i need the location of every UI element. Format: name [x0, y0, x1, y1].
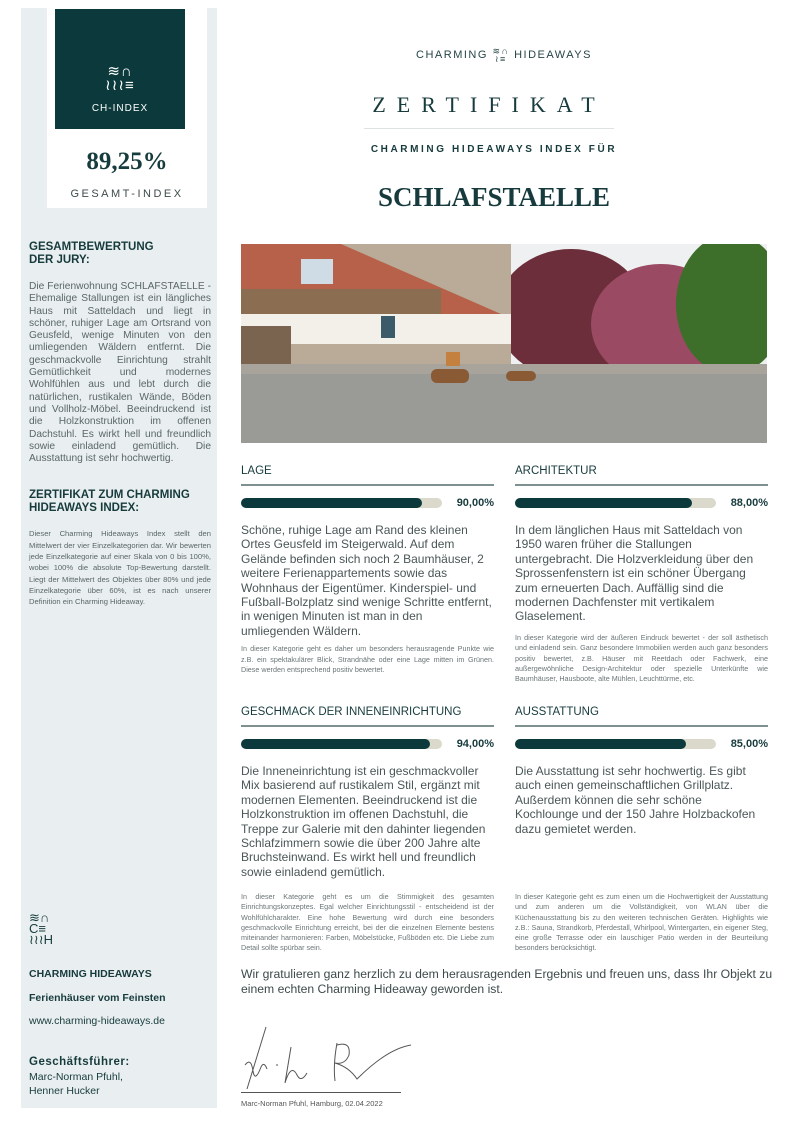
- company-name: CHARMING HIDEAWAYS: [29, 968, 152, 980]
- divider: [515, 725, 768, 727]
- category-text: In dem länglichen Haus mit Satteldach von 1950 waren früher die Stallungen untergebracht. Die Holzverkleidung über den Sprossenfenstern ist ein schöner Übergang zum erneuerten Dach. Auffällig sind die modernen Dachfenster mit vertikalem Glaselement.: [515, 523, 754, 624]
- score-bar: [515, 739, 716, 749]
- category-score: 85,00%: [730, 738, 768, 750]
- category-text: Die Ausstattung ist sehr hochwertig. Es gibt auch einen gemeinschaftlichen Grillplatz. Außerdem können die sehr schöne Kochlounge und der 150 Jahre Holzbackofen dazu gemietet werden.: [515, 764, 756, 836]
- total-score: 89,25%: [86, 148, 168, 175]
- brand-left: CHARMING: [416, 48, 488, 61]
- category-architektur: [515, 465, 768, 684]
- category-title: LAGE: [241, 465, 272, 477]
- index-text: Dieser Charming Hideaways Index stellt den Mittelwert der vier Einzelkategorien dar. Wir bewerten jede Einzelkategorie auf einer Skala von 0 bis 100%, wobei 100% die absolute Top-Bewertung darstellt. Liegt der Mittelwert des Objektes über 80% und jede Einzelkategorie über 60%, ist es nach unserer Definition ein Charming Hideaway.: [29, 529, 211, 607]
- brand-right: HIDEAWAYS: [514, 48, 592, 61]
- logo-icon: ≋∩ ≀≡: [492, 46, 510, 64]
- logo-icon: ≋∩ C≡ ≀≀≀H: [29, 910, 54, 947]
- category-note: In dieser Kategorie geht es zum einen um die Hochwertigkeit der Ausstattung und zum anderen um die Vollständigkeit, von WLAN über die Küchenausstattung bis zu den weiteren technischen Geräten. Highlights wie z.B.: Sauna, Strandkorb, Pferdestall, Whirlpool, Wintergarten, ein eigener Steg, eine große Terrasse oder ein lauschiger Patio werden in der Beurteilung besonders berücksichtigt.: [515, 892, 768, 953]
- score-bar-fill: [515, 498, 692, 508]
- category-text: Schöne, ruhige Lage am Rand des kleinen Ortes Geusfeld im Steigerwald. Auf dem Gelände befinden sich noch 2 Baumhäuser, 2 weitere Ferienappartements sowie das Wohnhaus der Eigentümer. Kinderspiel- und Fußball-Bolzplatz sind wenige Schritte entfernt, in wenigen Minuten ist man in den umliegenden Wäldern.: [241, 523, 492, 638]
- category-title: GESCHMACK DER INNENEINRICHTUNG: [241, 706, 462, 718]
- property-photo: [241, 244, 767, 443]
- score-bar-fill: [241, 498, 422, 508]
- ceo-label: Geschäftsführer:: [29, 1056, 130, 1068]
- ch-index-badge: [55, 9, 185, 129]
- score-bar: [515, 498, 716, 508]
- category-score: 90,00%: [456, 497, 494, 509]
- jury-text: Die Ferienwohnung SCHLAFSTAELLE - Ehemalige Stallungen ist ein längliches Haus mit Satteldach und liegt in schöner, ruhiger Lage am Ortsrand von Geusfeld, wenige Minuten von den umliegenden Wäldern entfernt. Die geschmackvolle Einrichtung strahlt Gemütlichkeit und modernes Wohlfühlen aus und lebt durch die natürlichen, rustikalen Wände, Böden und Vollholz-Möbel. Beeindruckend ist die Holzkonstruktion im offenen Dachstuhl. Es wirkt hell und freundlich sowie einladend gemütlich. Die Ausstattung ist sehr hochwertig.: [29, 281, 211, 465]
- ceo-name: Marc-Norman Pfuhl,: [29, 1071, 123, 1083]
- divider: [241, 484, 494, 486]
- logo-icon: ≋∩ ≀≀≀≡: [105, 63, 135, 94]
- score-bar: [241, 498, 442, 508]
- brand-header: [0, 47, 794, 63]
- total-score-label: GESAMT-INDEX: [70, 188, 184, 200]
- divider: [515, 484, 768, 486]
- category-ausstattung: [515, 706, 768, 954]
- jury-heading: GESAMTBEWERTUNG DER JURY:: [29, 241, 154, 266]
- score-bar-fill: [241, 739, 430, 749]
- congratulations-text: Wir gratulieren ganz herzlich zu dem herausragenden Ergebnis und freuen uns, dass Ihr Objekt zu einem echten Charming Hideaway geworden ist.: [241, 967, 773, 996]
- score-bar-fill: [515, 739, 686, 749]
- tagline: Ferienhäuser vom Feinsten: [29, 992, 166, 1004]
- page-title: ZERTIFIKAT: [372, 92, 606, 117]
- ceo-name: Henner Hucker: [29, 1085, 100, 1097]
- category-score: 94,00%: [456, 738, 494, 750]
- category-title: AUSSTATTUNG: [515, 706, 599, 718]
- signature-line: [241, 1092, 401, 1093]
- divider: [364, 128, 614, 129]
- category-title: ARCHITEKTUR: [515, 465, 597, 477]
- website-link[interactable]: www.charming-hideaways.de: [29, 1015, 165, 1027]
- subtitle: CHARMING HIDEAWAYS INDEX FÜR: [370, 144, 618, 155]
- category-text: Die Inneneinrichtung ist ein geschmackvoller Mix basierend auf rustikalem Stil, ergänzt mit modernen Elementen. Beeindruckend ist die Holzkonstruktion im offenen Dachstuhl, die Treppe zur Galerie mit den dahinter liegenden Schlafzimmern sowie die über 200 Jahre alte Bruchsteinwand. Es wirkt hell und freundlich sowie einladend gemütlich.: [241, 764, 486, 879]
- category-inneneinrichtung: [241, 706, 494, 954]
- property-name: SCHLAFSTAELLE: [377, 182, 611, 212]
- signature-caption: Marc-Norman Pfuhl, Hamburg, 02.04.2022: [241, 1099, 383, 1108]
- category-note: In dieser Kategorie geht es um die Stimmigkeit des gesamten Einrichtungskonzeptes. Egal welcher Einrichtungsstil - entscheidend ist der Wohlfühlcharakter. Eine hohe Bewertung wird durch eine besonders geschmackvolle Einrichtung erreicht, bei der die einzelnen Elemente bestens miteinander harmonieren: Farben, Möbelstücke, Fußböden etc. Die Liebe zum Detail sollte spürbar sein.: [241, 892, 494, 953]
- index-card: [47, 8, 207, 208]
- category-score: 88,00%: [730, 497, 768, 509]
- category-note: In dieser Kategorie geht es daher um besonders herausragende Punkte wie z.B. ein spektakulärer Blick, Strandnähe oder eine Lage mitten im Grünen. Diese werden entsprechend positiv bewertet.: [241, 644, 494, 674]
- category-note: In dieser Kategorie wird der äußeren Eindruck bewertet - der soll ästhetisch und einladend sein. Ganz besondere Immobilien werden auch ganz besonders positiv bewertet, z.B. Häuser mit Reetdach oder Fachwerk, eine außergewöhnliche Design-Architektur oder spezielle Unterkünfte wie Baumhäuser, Hausboote, alte Mühlen, Leuchttürme, etc.: [515, 633, 768, 684]
- signature: [241, 1025, 421, 1091]
- category-lage: [241, 465, 494, 675]
- divider: [241, 725, 494, 727]
- index-label: CH-INDEX: [91, 103, 149, 114]
- sidebar: [21, 8, 217, 1108]
- score-bar: [241, 739, 442, 749]
- index-heading: ZERTIFIKAT ZUM CHARMING HIDEAWAYS INDEX:: [29, 489, 190, 515]
- sidebar-text: [29, 241, 211, 608]
